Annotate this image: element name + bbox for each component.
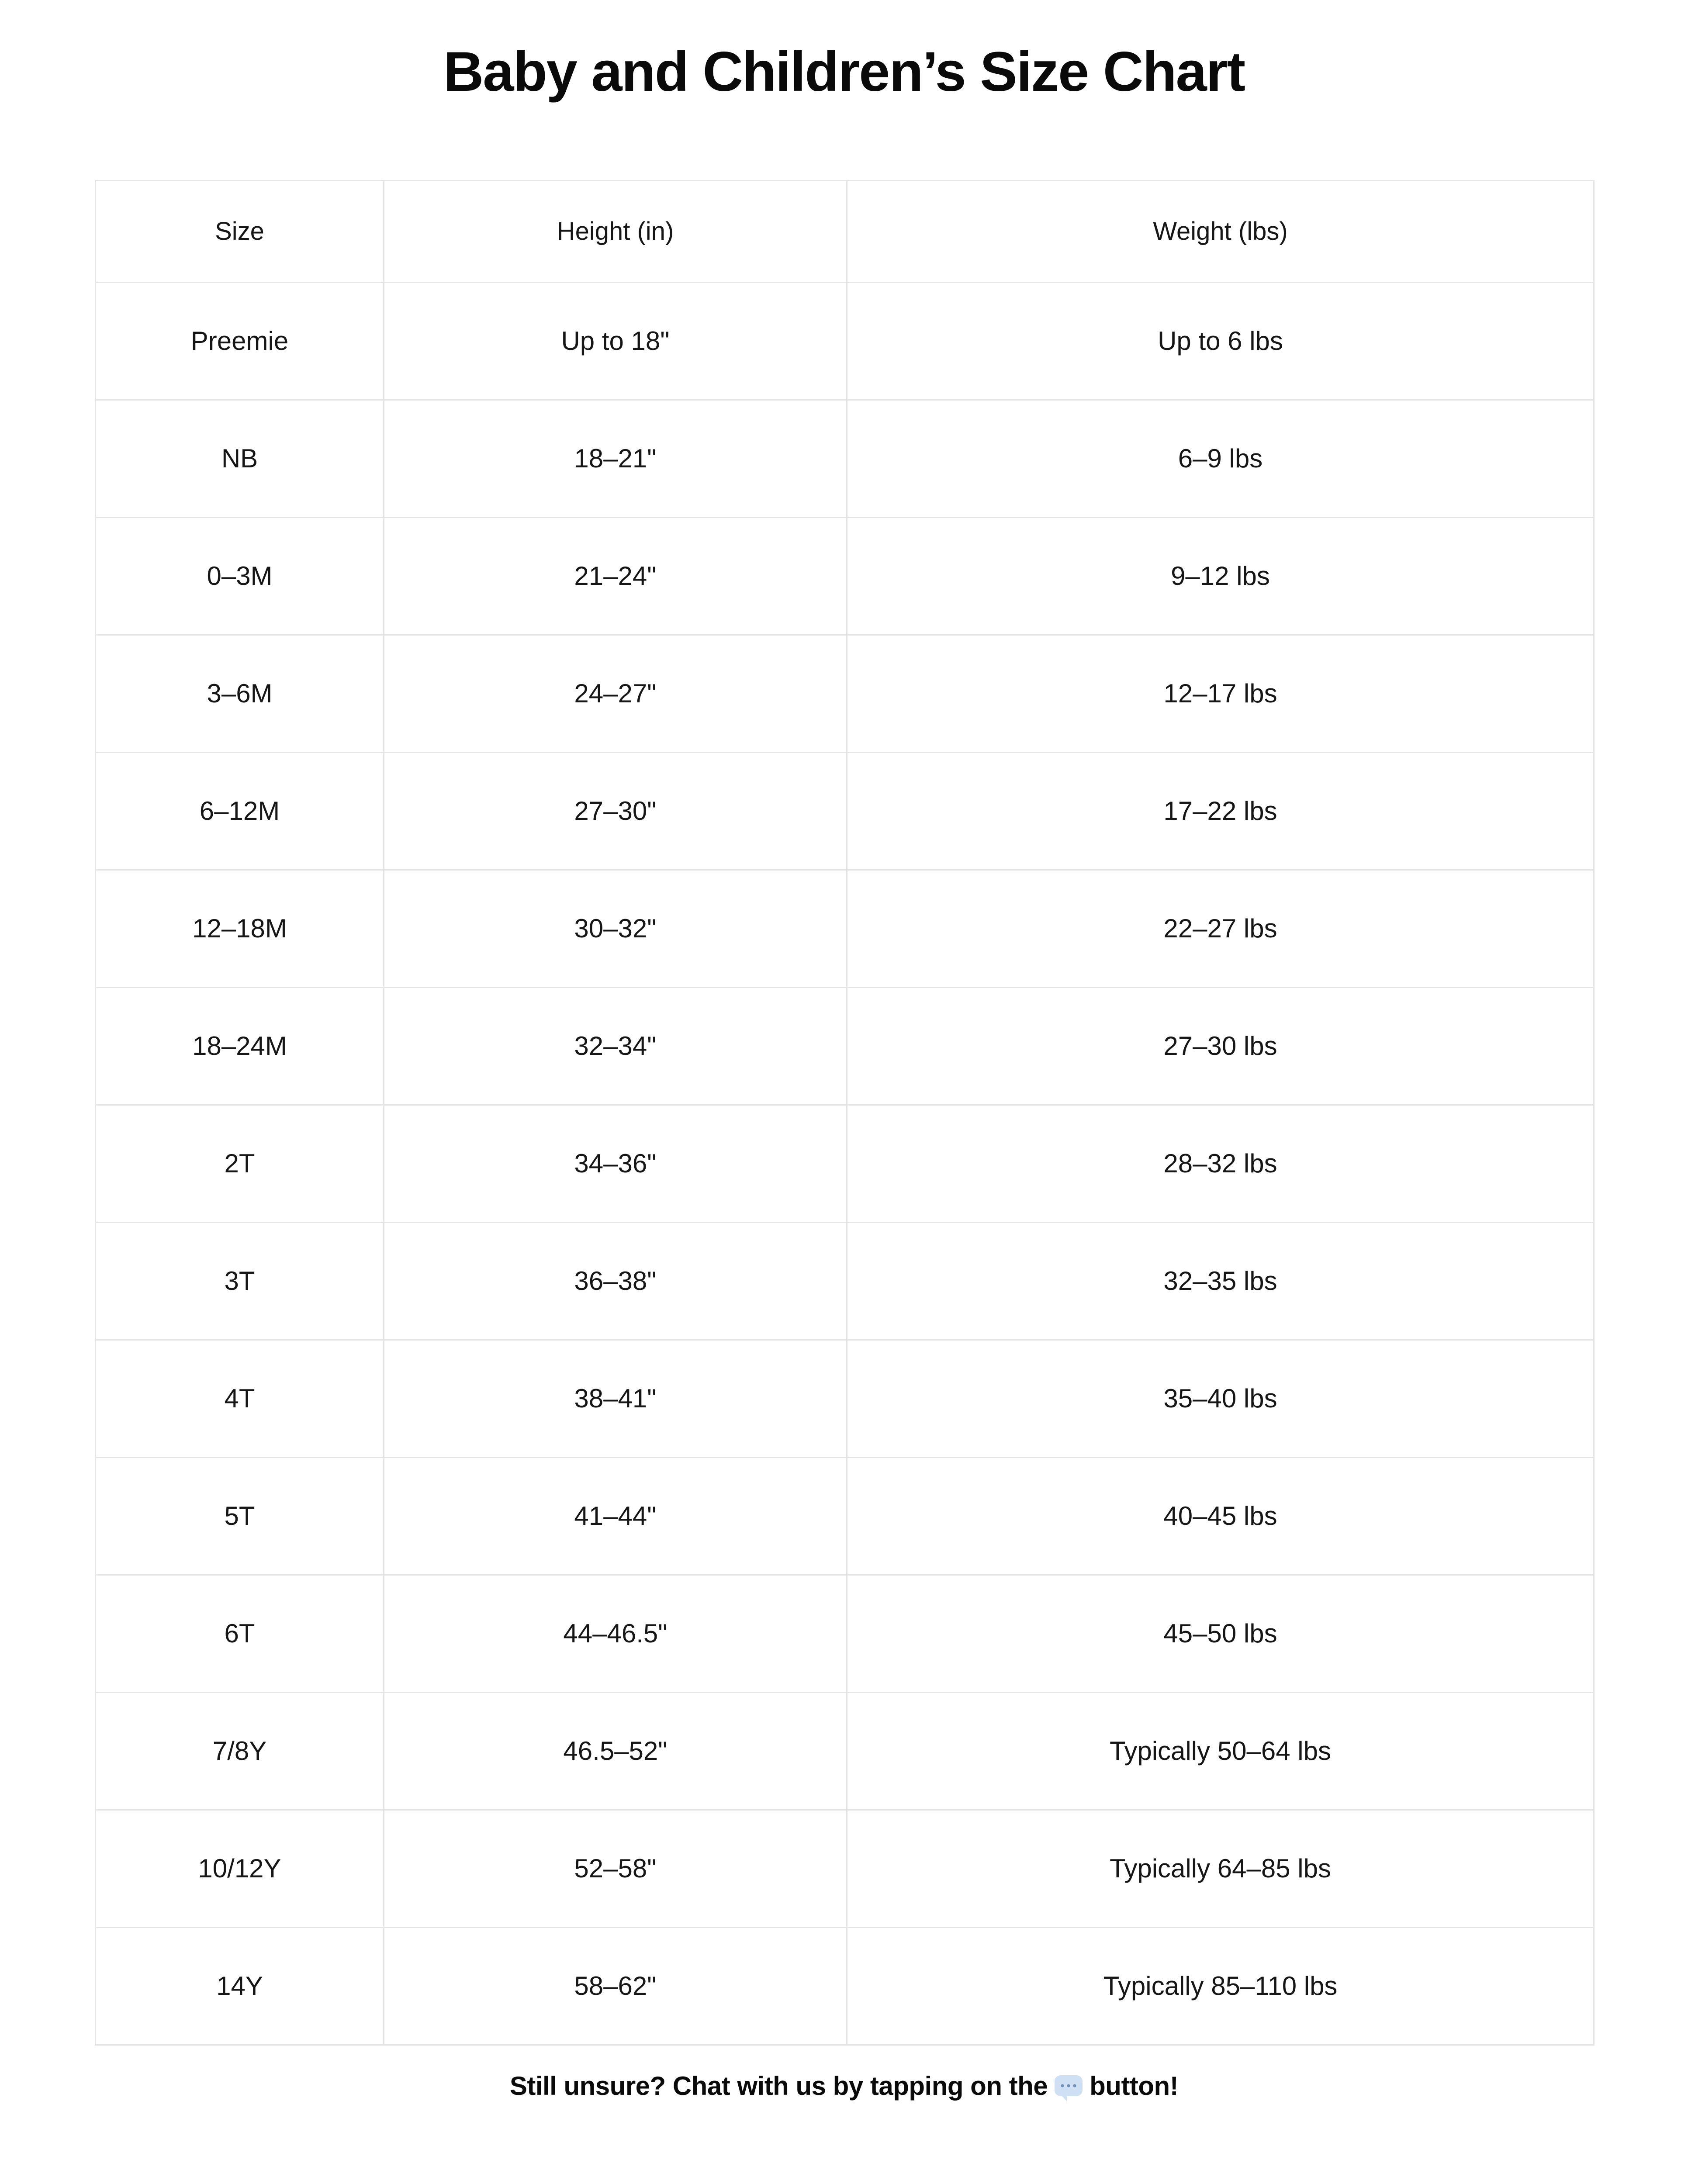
table-cell-weight: 12–17 lbs — [847, 635, 1594, 752]
table-cell-height: 52–58" — [384, 1810, 847, 1927]
table-cell-height: 18–21" — [384, 400, 847, 517]
table-cell-weight: 32–35 lbs — [847, 1222, 1594, 1340]
table-cell-height: 27–30" — [384, 752, 847, 870]
table-cell-size: 7/8Y — [96, 1692, 384, 1810]
table-cell-size: 4T — [96, 1340, 384, 1457]
table-row — [96, 282, 1594, 400]
page-title: Baby and Children’s Size Chart — [443, 41, 1245, 103]
table-cell-weight: 9–12 lbs — [847, 517, 1594, 635]
table-cell-weight: 22–27 lbs — [847, 870, 1594, 987]
table-row — [96, 517, 1594, 635]
table-row — [96, 1457, 1594, 1575]
table-cell-size: 6T — [96, 1575, 384, 1692]
table-cell-weight: 45–50 lbs — [847, 1575, 1594, 1692]
table-row — [96, 1222, 1594, 1340]
table-row — [96, 1692, 1594, 1810]
table-cell-height: Up to 18" — [384, 282, 847, 400]
table-cell-height: 34–36" — [384, 1105, 847, 1222]
table-cell-weight: 27–30 lbs — [847, 987, 1594, 1105]
table-row — [96, 635, 1594, 752]
table-cell-height: 21–24" — [384, 517, 847, 635]
table-row — [96, 870, 1594, 987]
table-cell-weight: 17–22 lbs — [847, 752, 1594, 870]
column-header-weight: Weight (lbs) — [847, 180, 1594, 282]
table-row — [96, 752, 1594, 870]
column-header-size: Size — [96, 180, 384, 282]
table-header — [96, 180, 1594, 282]
table-cell-weight: Typically 85–110 lbs — [847, 1927, 1594, 2045]
chat-bubble-icon — [1055, 2075, 1083, 2096]
table-row — [96, 1575, 1594, 1692]
table-cell-size: 14Y — [96, 1927, 384, 2045]
table-body — [96, 282, 1594, 2045]
table-cell-height: 38–41" — [384, 1340, 847, 1457]
table-cell-weight: Typically 50–64 lbs — [847, 1692, 1594, 1810]
table-cell-size: NB — [96, 400, 384, 517]
table-row — [96, 400, 1594, 517]
table-cell-size: Preemie — [96, 282, 384, 400]
table-row — [96, 1340, 1594, 1457]
table-cell-height: 24–27" — [384, 635, 847, 752]
table-cell-height: 36–38" — [384, 1222, 847, 1340]
table-cell-height: 44–46.5" — [384, 1575, 847, 1692]
table-cell-size: 10/12Y — [96, 1810, 384, 1927]
table-cell-weight: 6–9 lbs — [847, 400, 1594, 517]
table-row — [96, 1105, 1594, 1222]
table-cell-weight: 40–45 lbs — [847, 1457, 1594, 1575]
table-cell-height: 30–32" — [384, 870, 847, 987]
table-cell-size: 18–24M — [96, 987, 384, 1105]
table-cell-height: 46.5–52" — [384, 1692, 847, 1810]
table-cell-size: 3–6M — [96, 635, 384, 752]
size-chart-table-container — [95, 180, 1593, 2046]
table-cell-weight: Typically 64–85 lbs — [847, 1810, 1594, 1927]
footer-note-text-after: button! — [1090, 2071, 1179, 2101]
footer-note — [510, 2071, 1178, 2101]
table-cell-size: 5T — [96, 1457, 384, 1575]
table-cell-size: 6–12M — [96, 752, 384, 870]
table-row — [96, 1810, 1594, 1927]
table-cell-size: 0–3M — [96, 517, 384, 635]
table-cell-height: 41–44" — [384, 1457, 847, 1575]
table-cell-size: 3T — [96, 1222, 384, 1340]
table-row — [96, 987, 1594, 1105]
table-cell-weight: 28–32 lbs — [847, 1105, 1594, 1222]
table-cell-weight: Up to 6 lbs — [847, 282, 1594, 400]
column-header-height: Height (in) — [384, 180, 847, 282]
table-cell-height: 58–62" — [384, 1927, 847, 2045]
table-cell-size: 2T — [96, 1105, 384, 1222]
table-cell-size: 12–18M — [96, 870, 384, 987]
size-chart-table — [95, 180, 1595, 2046]
footer-note-text-before: Still unsure? Chat with us by tapping on the — [509, 2071, 1048, 2101]
table-row — [96, 1927, 1594, 2045]
table-header-row — [96, 180, 1594, 282]
table-cell-weight: 35–40 lbs — [847, 1340, 1594, 1457]
table-cell-height: 32–34" — [384, 987, 847, 1105]
